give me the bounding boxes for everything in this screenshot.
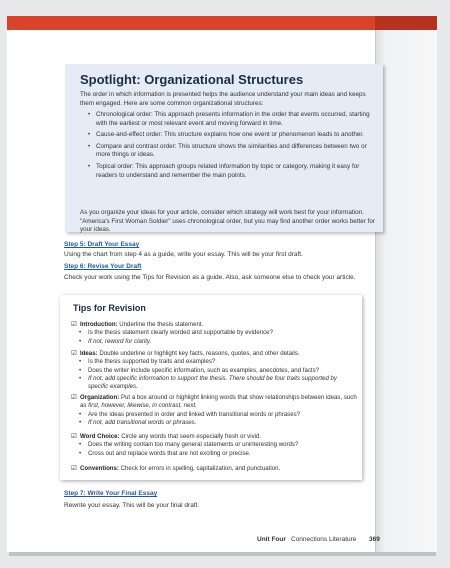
spotlight-outro: As you organize your ideas for your article, consider which strategy will work best for your information. "America's First Woman Soldier" uses chronological order, but you may find another order works better for your ideas. (80, 209, 375, 234)
step5-text: Using the chart from step 4 as a guide, write your essay. This will be your first draft. (64, 251, 303, 258)
structures-list (80, 111, 376, 183)
tip-label: Conventions: (80, 465, 119, 472)
checkbox-icon: ☑ (71, 433, 77, 440)
tip-text: Put a box around or highlight linking words that show relationships between ideas, such as (80, 394, 357, 410)
step6-heading: Step 6: Revise Your Draft (64, 263, 142, 270)
step7-heading: Step 7: Write Your Final Essay (64, 490, 158, 497)
textbook-page (7, 16, 437, 552)
checkbox-icon: ☑ (71, 394, 77, 401)
structure-item: • Topical order: This approach groups related information by topic or category, making it easy for readers to understand and remember the main points. (80, 163, 376, 180)
spotlight-intro: The order in which information is presented helps the audience understand your main ideas and keeps them engaged. Here are some common organizational structures: (80, 91, 366, 107)
tip-text: Underline the thesis statement. (117, 321, 204, 328)
step7-text: Rewrite your essay. This will be your final draft. (64, 502, 200, 509)
tip-label: Word Choice: (80, 433, 120, 440)
spotlight-panel (65, 64, 383, 232)
checkbox-icon: ☑ (71, 350, 77, 357)
tip-text: Double underline or highlight key facts, reasons, quotes, and other details. (97, 350, 300, 357)
footer-unit: Unit Four (257, 536, 286, 543)
tip-label: Organization: (80, 394, 120, 401)
structure-item: • Chronological order: This approach presents information in the order that events occurred, starting with the earliest or most relevant event and moving forward in time. (80, 111, 376, 128)
tip-examples: first, however, likewise, in contrast, next. (88, 402, 197, 410)
top-accent-bar (7, 16, 437, 30)
tip-question: • Does the writing contain too many general statements or uninteresting words? (71, 441, 357, 449)
structure-item: • Compare and contrast order: This structure shows the similarities and differences between two or more things or ideas. (80, 143, 376, 160)
tip-hint: • If not, reword for clarity. (71, 338, 357, 346)
tip-text: Circle any words that seem especially fresh or vivid. (119, 433, 262, 440)
tip-hint: • If not, add transitional words or phrases. (71, 419, 357, 427)
spotlight-title: Spotlight: Organizational Structures (80, 72, 304, 87)
tip-question: • Cross out and replace words that are not exciting or precise. (71, 450, 357, 458)
step6-text: Check your work using the Tips for Revision as a guide. Also, ask someone else to check your article. (64, 274, 356, 281)
tip-introduction (71, 321, 357, 346)
tip-text: Check for errors in spelling, capitalization, and punctuation. (118, 465, 281, 472)
tip-conventions (71, 465, 357, 473)
checkbox-icon: ☑ (71, 321, 77, 328)
tip-label: Ideas: (80, 350, 98, 357)
tip-question: • Are the ideas presented in order and linked with transitional words or phrases? (71, 411, 357, 419)
tip-hint: • If not, add specific information to support the thesis. There should be four traits supported by specific examples. (71, 375, 357, 392)
tip-organization (71, 394, 357, 427)
tip-question: • Is the thesis supported by traits and examples? (71, 358, 357, 366)
tip-ideas (71, 350, 357, 391)
tips-title: Tips for Revision (73, 303, 146, 313)
tip-question: • Does the writer include specific information, such as examples, anecdotes, and facts? (71, 367, 357, 375)
structure-item: • Cause-and-effect order: This structure explains how one event or phenomenon leads to another. (80, 131, 376, 140)
page-spine (375, 30, 437, 552)
tip-label: Introduction: (80, 321, 118, 328)
top-accent-bar-edge (375, 16, 437, 30)
step5-heading: Step 5: Draft Your Essay (64, 241, 140, 248)
tips-for-revision-box (60, 295, 362, 480)
tip-question: • Is the thesis statement clearly worded and supportable by evidence? (71, 329, 357, 337)
checkbox-icon: ☑ (71, 465, 77, 472)
tip-word-choice (71, 433, 357, 458)
footer-literature: Connections Literature (291, 536, 357, 543)
page-number: 369 (369, 536, 380, 543)
